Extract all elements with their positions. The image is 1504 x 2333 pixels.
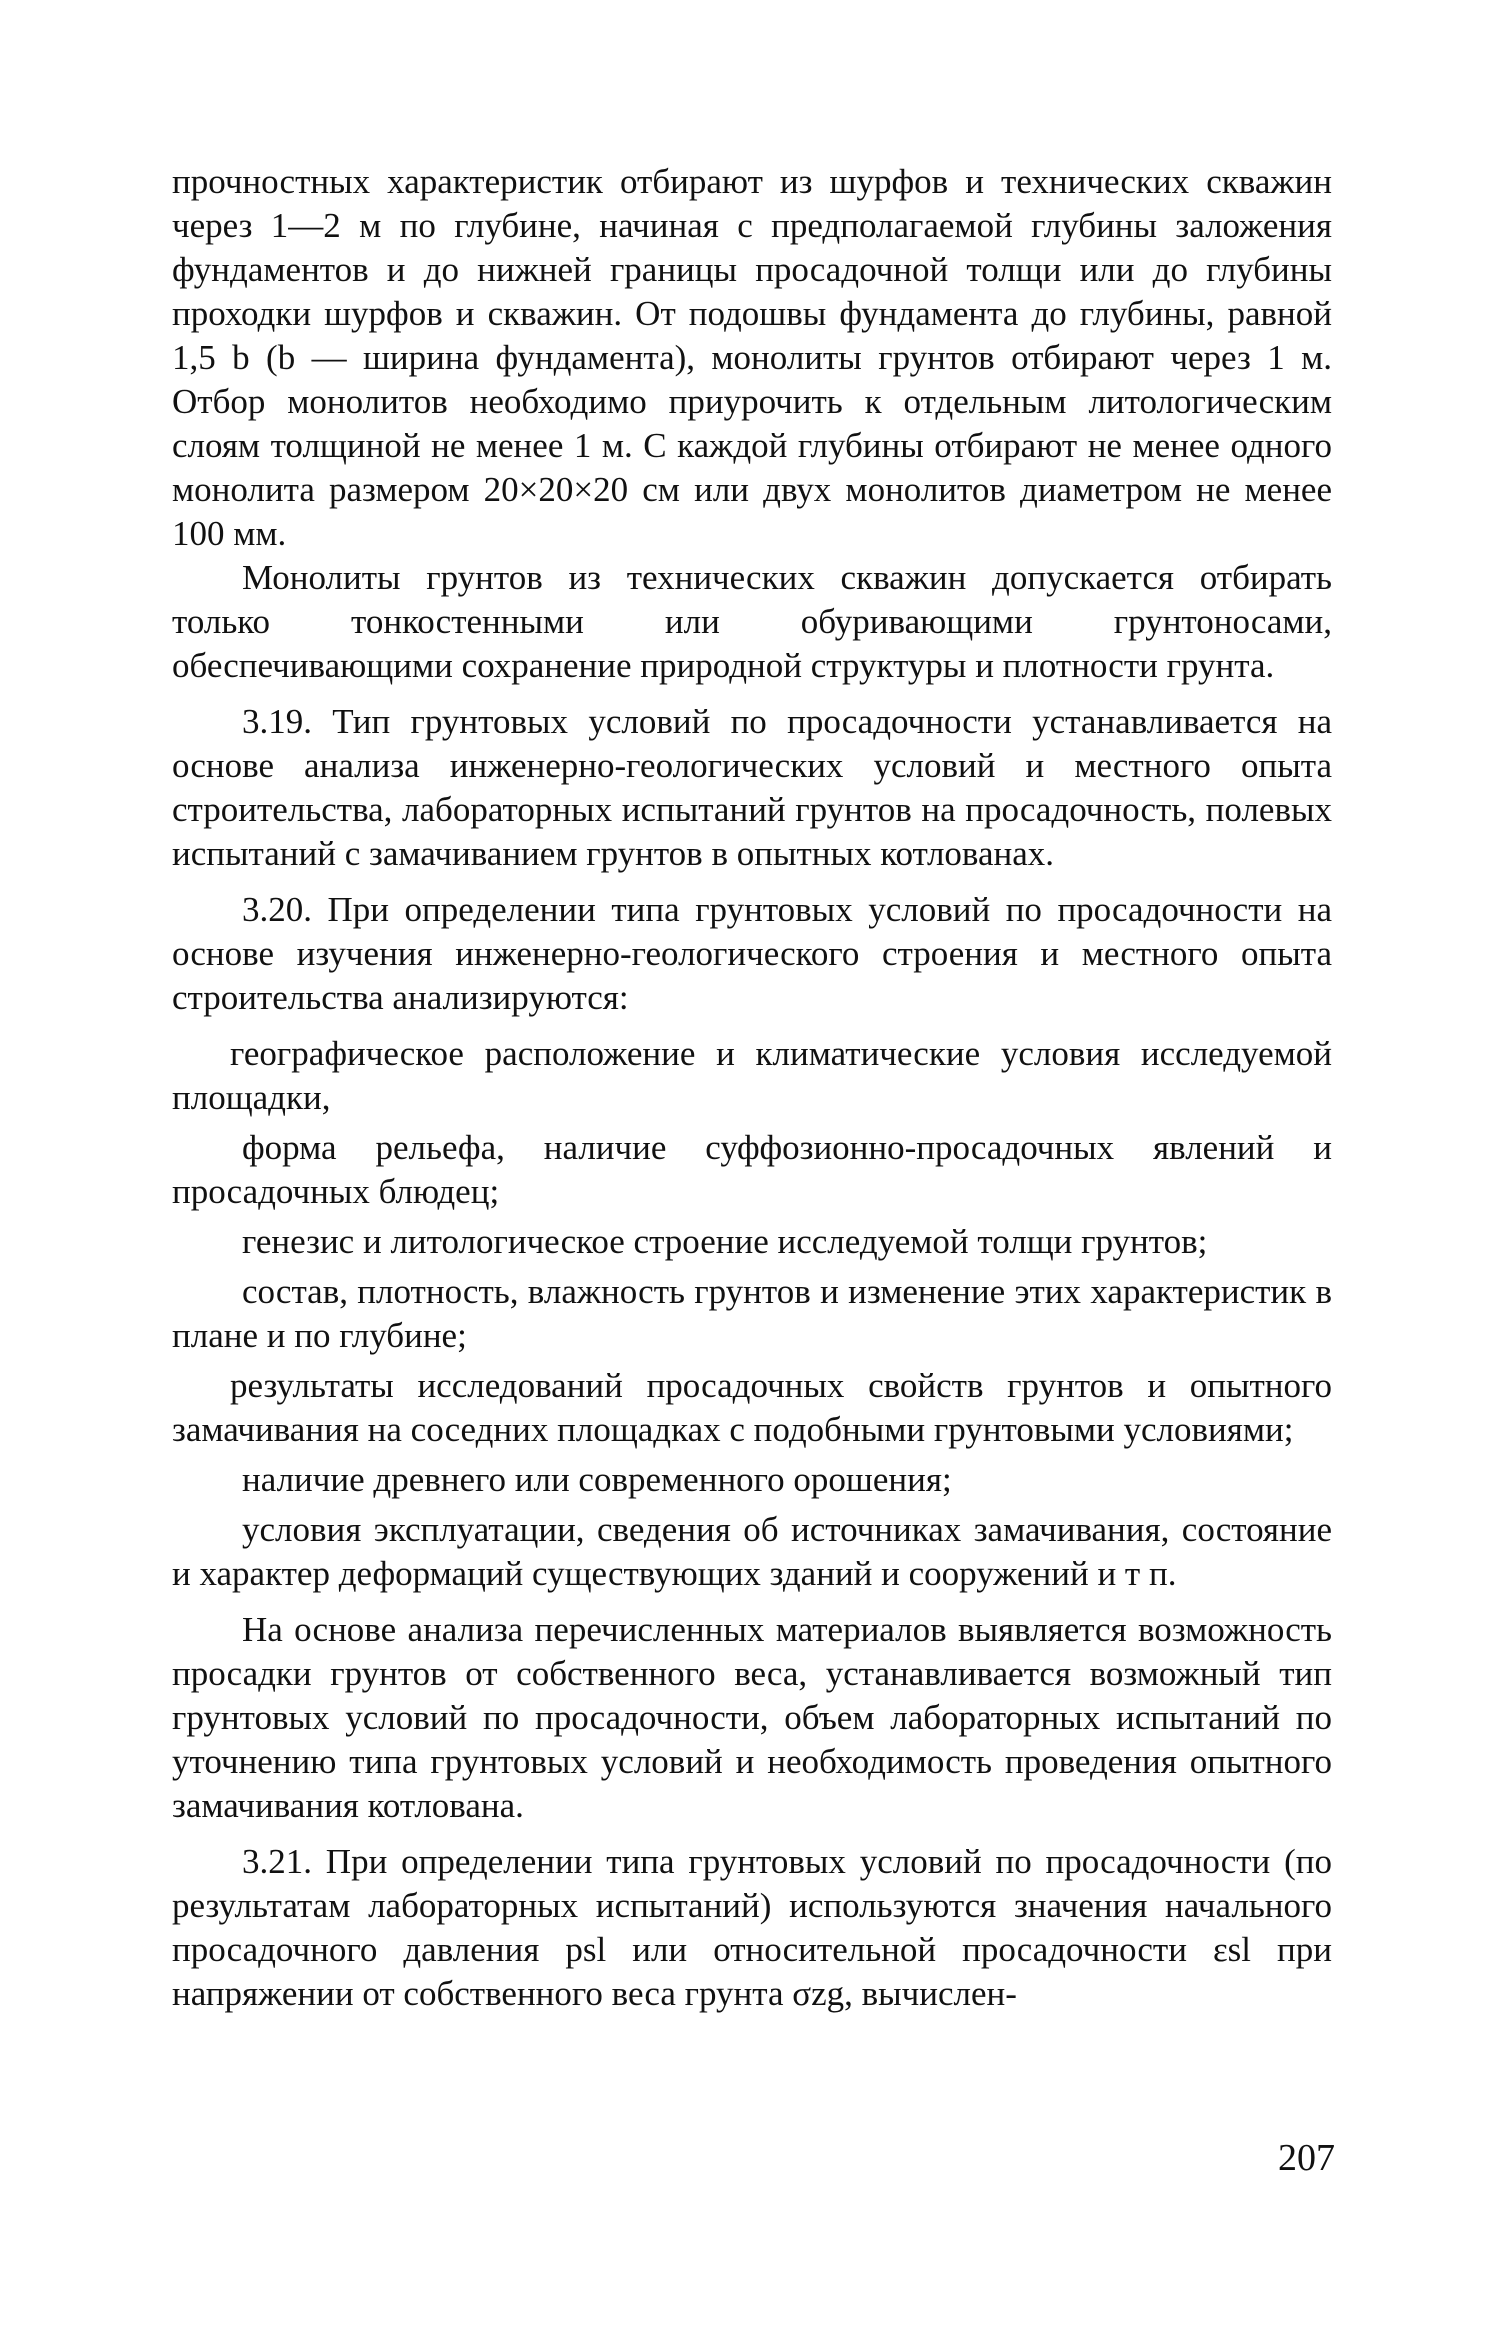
paragraph-3-19: 3.19. Тип грунтовых условий по просадочности устанавливается на основе анализа инженерно-геологических условий и местного опыта строительства, лабораторных испытаний грунтов на просадочность, полевых испытаний с замачиванием грунтов в опытных котлованах. [172,702,1332,873]
paragraph-3-21: 3.21. При определении типа грунтовых условий по просадочности (по результатам лабораторных испытаний) используются значения начального просадочного давления psl или относительной просадочности εsl при напряжении от собственного веса грунта σzg, вычислен- [172,1842,1332,2013]
paragraph-3-20: 3.20. При определении типа грунтовых условий по просадочности на основе изучения инженерно-геологического строения и местного опыта строительства анализируются: [172,890,1332,1017]
list-item-geography: географическое расположение и климатические условия исследуемой площадки, [172,1034,1332,1117]
list-item-genesis: генезис и литологическое строение исследуемой толщи грунтов; [242,1222,1208,1261]
list-item-composition: состав, плотность, влажность грунтов и изменение этих характеристик в плане и по глубине; [172,1272,1332,1355]
list-item-operating-conditions: условия эксплуатации, сведения об источниках замачивания, состояние и характер деформаций существующих зданий и сооружений и т п. [172,1510,1332,1593]
list-item-research-results: результаты исследований просадочных свойств грунтов и опытного замачивания на соседних площадках с подобными грунтовыми условиями; [172,1366,1332,1449]
paragraph-sampling-continuation: прочностных характеристик отбирают из шурфов и технических скважин через 1—2 м по глубине, начиная с предполагаемой глубины заложения фундаментов и до нижней границы просадочной толщи или до глубины проходки шурфов и скважин. От подошвы фундамента до глубины, равной 1,5 b (b — ширина фундамента), монолиты грунтов отбирают через 1 м. Отбор монолитов необходимо приурочить к отдельным литологическим слоям толщиной не менее 1 м. С каждой глубины отбирают не менее одного монолита размером 20×20×20 см или двух монолитов диаметром не менее 100 мм. [172,162,1332,553]
paragraph-monoliths-from-wells: Монолиты грунтов из технических скважин допускается отбирать только тонкостенными или обуривающими грунтоносами, обеспечивающими сохранение природной структуры и плотности грунта. [172,558,1332,685]
list-item-irrigation: наличие древнего или современного орошения; [242,1460,952,1499]
paragraph-analysis-conclusion: На основе анализа перечисленных материалов выявляется возможность просадки грунтов от собственного веса, устанавливается возможный тип грунтовых условий по просадочности, объем лабораторных испытаний по уточнению типа грунтовых условий и необходимость проведения опытного замачивания котлована. [172,1610,1332,1825]
page-number: 207 [1278,2137,1335,2179]
list-item-relief: форма рельефа, наличие суффозионно-просадочных явлений и просадочных блюдец; [172,1128,1332,1211]
body-text [172,160,1332,2016]
